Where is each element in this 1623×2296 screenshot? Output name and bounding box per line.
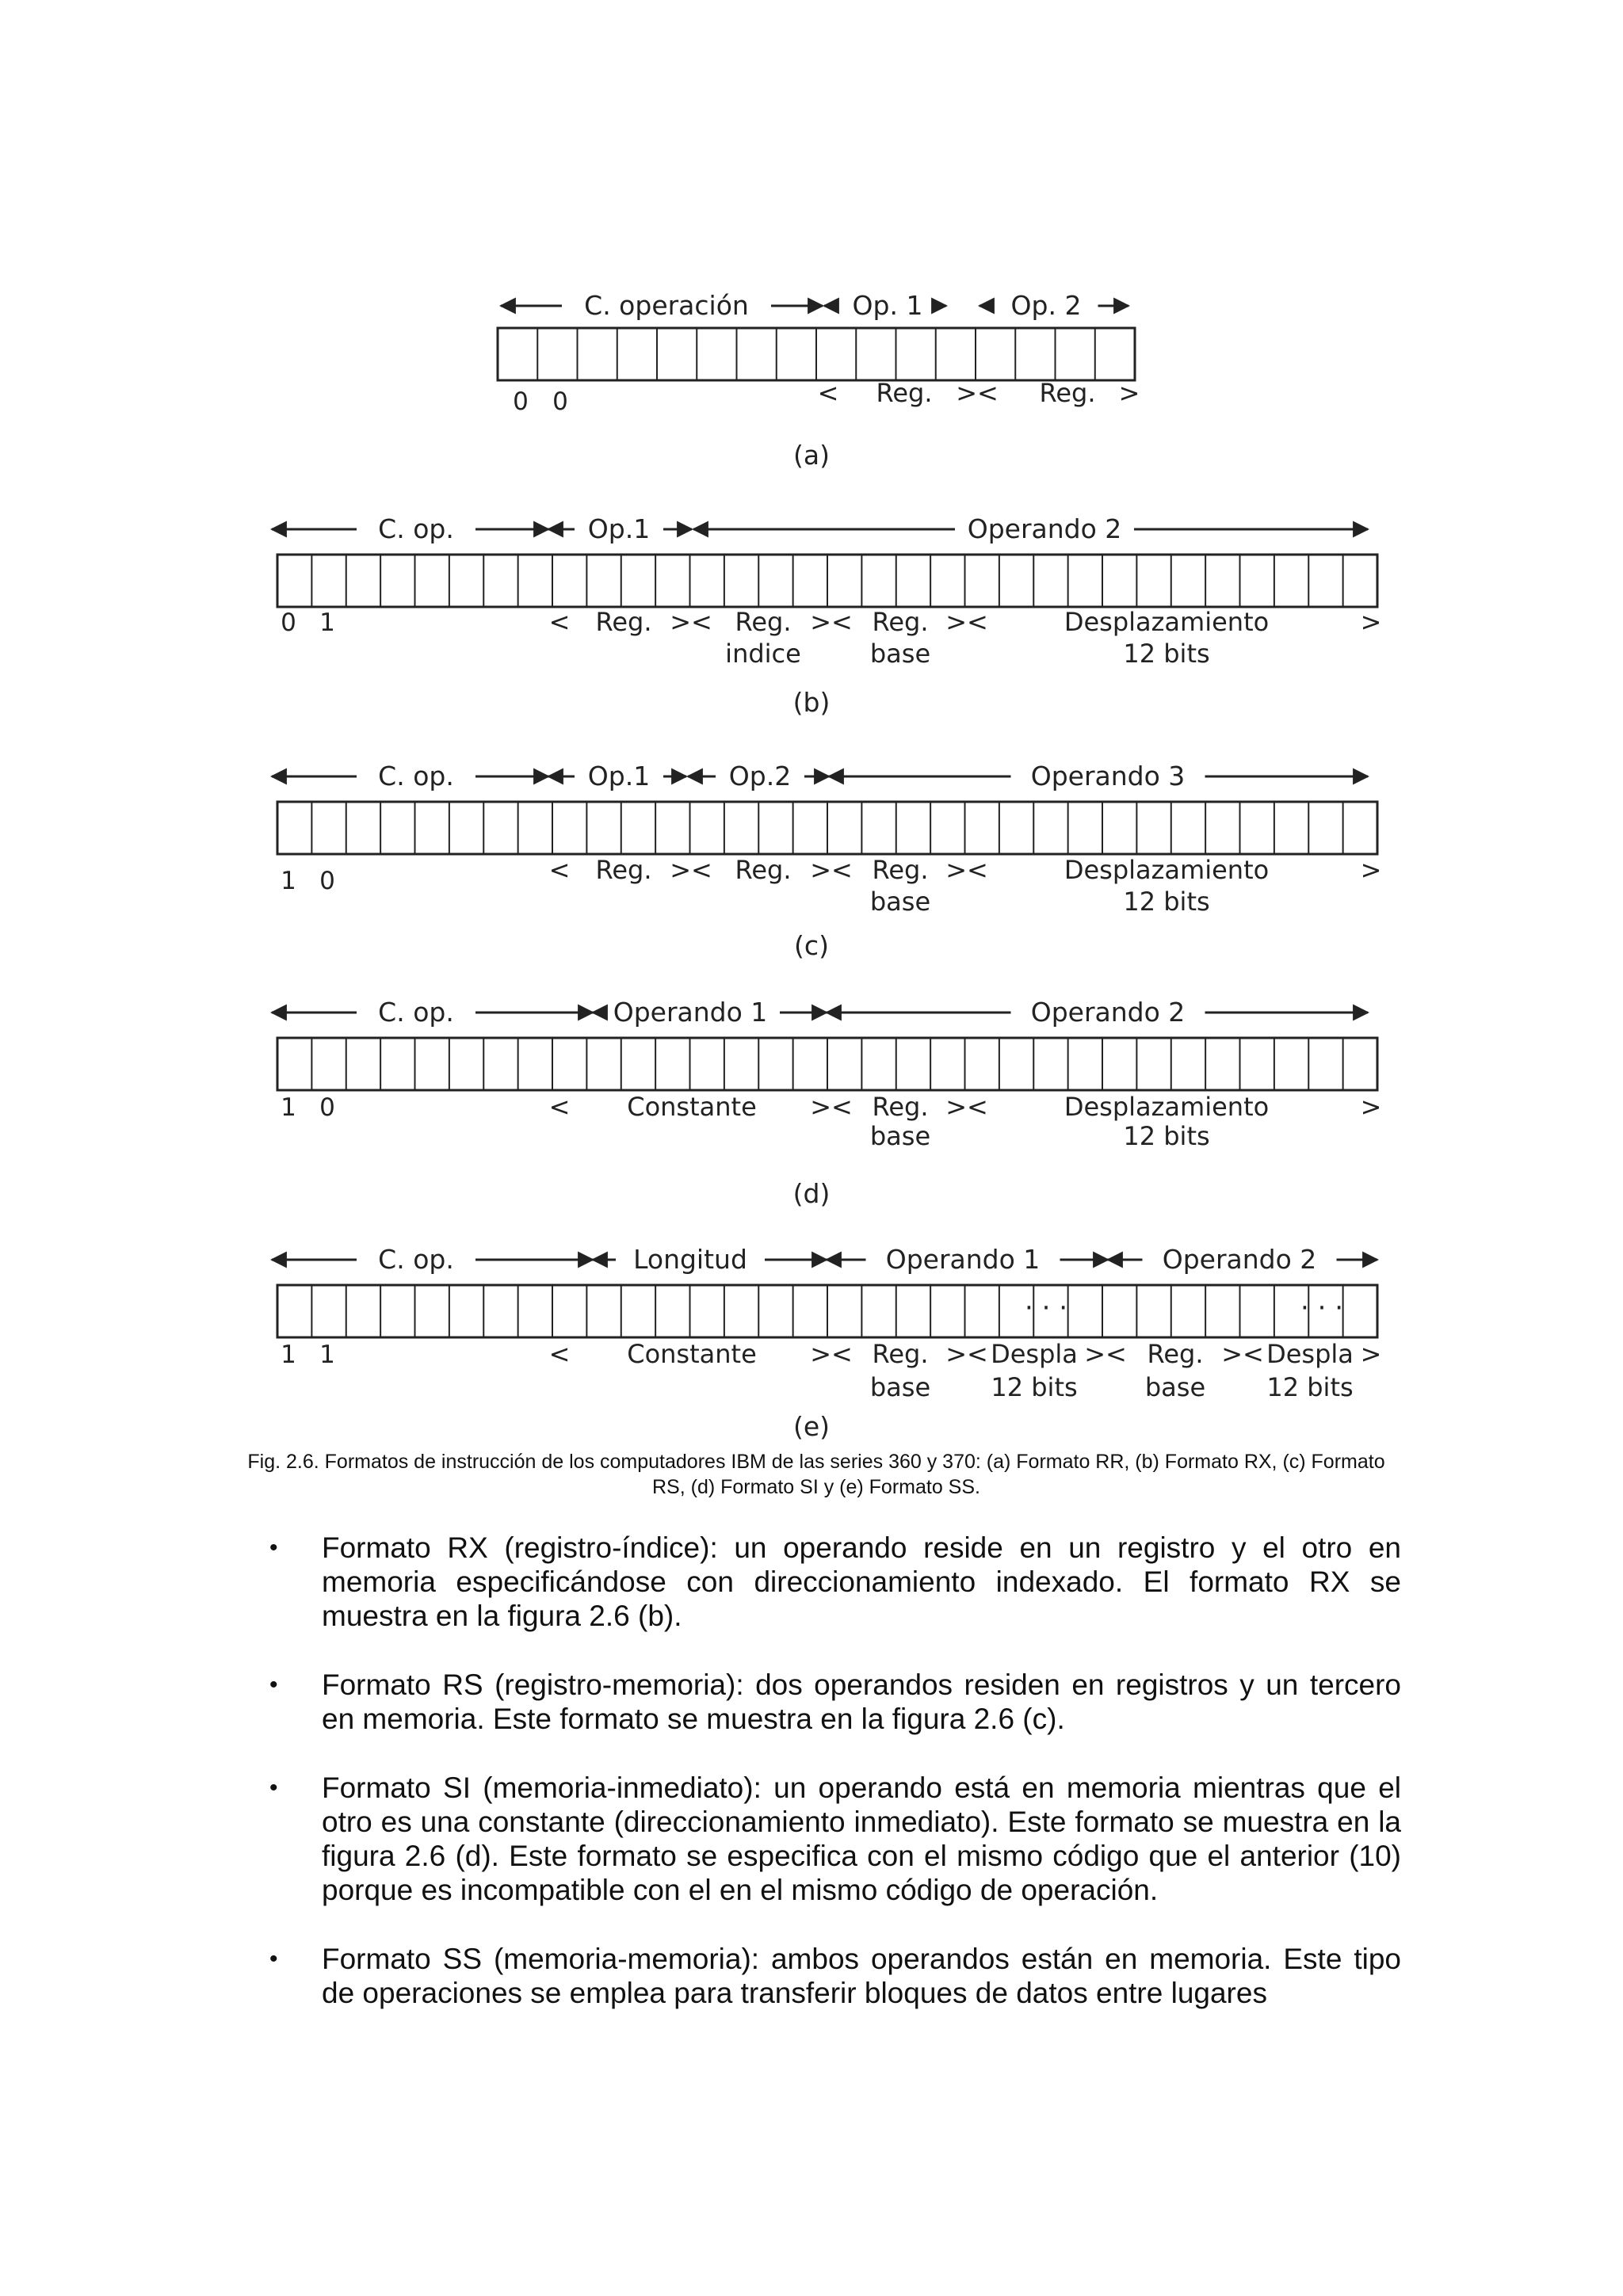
- field-label: <: [548, 607, 571, 637]
- format-panel-d: [272, 997, 1381, 1209]
- format-panel-b: [272, 513, 1381, 718]
- field-span-label: C. op.: [378, 1244, 454, 1275]
- bullet-marker: •: [269, 1946, 278, 1972]
- field-label: Despla: [1266, 1339, 1354, 1369]
- field-label: ><: [945, 607, 988, 637]
- field-label: Reg.: [872, 607, 929, 637]
- field-span-label: Op.1: [587, 513, 651, 544]
- field-label: ><: [945, 1092, 988, 1122]
- format-panel-a: [498, 290, 1140, 471]
- field-span-label: Operando 1: [885, 1244, 1041, 1275]
- bullet-marker: •: [269, 1775, 278, 1801]
- panel-tag: (a): [793, 440, 830, 471]
- ellipsis-mark: · · ·: [1300, 1292, 1344, 1324]
- bit-number: 1: [281, 1341, 296, 1369]
- field-span-label: C. op.: [378, 513, 454, 544]
- field-label: Reg.: [872, 1092, 929, 1122]
- field-span-label: C. op.: [378, 761, 454, 791]
- field-label: ><: [810, 607, 853, 637]
- field-label: Reg.: [1147, 1339, 1204, 1369]
- field-span-label: C. op.: [378, 997, 454, 1028]
- format-panel-c: [272, 761, 1381, 961]
- field-label: base: [869, 1372, 931, 1402]
- field-label: <: [548, 1339, 571, 1369]
- field-label: ><: [945, 1339, 988, 1369]
- bit-number: 1: [281, 1093, 296, 1122]
- bullet-item-si: [269, 1771, 1401, 1907]
- field-span-label: Operando 3: [1030, 761, 1186, 791]
- bit-number: 1: [319, 608, 335, 637]
- field-label: Desplazamiento: [1064, 855, 1270, 885]
- field-label: Reg.: [595, 607, 652, 637]
- field-label: ><: [1084, 1339, 1127, 1369]
- field-label: base: [869, 639, 931, 669]
- field-span-label: Operando 1: [613, 997, 768, 1028]
- bit-number: 0: [319, 1093, 335, 1122]
- bullet-item-rx: [269, 1531, 1401, 1633]
- format-panel-e: [272, 1244, 1381, 1442]
- field-label: 12 bits: [991, 1372, 1078, 1402]
- field-label: Reg.: [872, 855, 929, 885]
- bit-number: 1: [319, 1341, 335, 1369]
- field-label: >: [1360, 607, 1382, 637]
- bit-number: 1: [281, 867, 296, 895]
- field-span-label: Operando 2: [967, 513, 1122, 544]
- panel-tag: (b): [792, 687, 831, 718]
- field-label: Desplazamiento: [1064, 1092, 1270, 1122]
- panel-tag: (c): [794, 930, 829, 961]
- bullet-text: Formato SI (memoria-inmediato): un operando está en memoria mientras que el otro es una constante (direccionamiento inmediato). Este formato se muestra en la figura 2.6 (d). Este formato se especifica con el mismo código que el anterior (10) porque es incompatible con el en el mismo código de operación.: [322, 1772, 1401, 1906]
- field-label: ><: [810, 1092, 853, 1122]
- field-label: ><: [945, 855, 988, 885]
- field-span-label: Operando 2: [1030, 997, 1186, 1028]
- field-label: Constante: [627, 1092, 757, 1122]
- field-label: Despla: [991, 1339, 1078, 1369]
- field-label: indice: [725, 639, 801, 669]
- field-label: ><: [670, 607, 712, 637]
- field-span-label: C. operación: [584, 290, 749, 321]
- field-label: 12 bits: [1266, 1372, 1354, 1402]
- field-label: 12 bits: [1123, 639, 1210, 669]
- field-label: Reg.: [872, 1339, 929, 1369]
- ellipsis-mark: · · ·: [1024, 1292, 1068, 1324]
- field-label: Desplazamiento: [1064, 607, 1270, 637]
- bit-number: 0: [319, 867, 335, 895]
- field-span-label: Op. 1: [852, 290, 923, 321]
- bullet-item-rs: [269, 1668, 1401, 1736]
- field-label: ><: [1221, 1339, 1264, 1369]
- bullet-marker: •: [269, 1535, 278, 1561]
- field-label: base: [869, 887, 931, 917]
- field-label: Reg.: [1039, 378, 1096, 408]
- field-label: 12 bits: [1123, 887, 1210, 917]
- field-label: ><: [810, 1339, 853, 1369]
- bit-number: 0: [513, 387, 529, 416]
- bullet-item-ss: [269, 1942, 1401, 2010]
- field-label: ><: [670, 855, 712, 885]
- field-span-label: Operando 2: [1162, 1244, 1317, 1275]
- panel-tag: (d): [792, 1178, 831, 1209]
- field-span-label: Op. 2: [1010, 290, 1082, 321]
- figure-caption: Fig. 2.6. Formatos de instrucción de los computadores IBM de las series 360 y 370: (a) Formato RR, (b) Formato RX, (c) Formato RS, (d) Formato SI y (e) Formato SS.: [247, 1451, 1385, 1498]
- field-label: Reg.: [735, 607, 792, 637]
- bullet-marker: •: [269, 1672, 278, 1698]
- field-label: Constante: [627, 1339, 757, 1369]
- field-span-label: Op.1: [587, 761, 651, 791]
- bit-number: 0: [281, 608, 296, 637]
- bullet-text: Formato RX (registro-índice): un operando reside en un registro y el otro en memoria especificándose con direccionamiento indexado. El formato RX se muestra en la figura 2.6 (b).: [322, 1531, 1401, 1632]
- bullet-text: Formato RS (registro-memoria): dos operandos residen en registros y un tercero en memoria. Este formato se muestra en la figura 2.6 (c).: [322, 1669, 1401, 1735]
- field-label: >: [1360, 855, 1382, 885]
- field-label: >: [1360, 1339, 1382, 1369]
- field-label: <: [548, 855, 571, 885]
- bit-number: 0: [552, 387, 568, 416]
- field-label: ><: [956, 378, 999, 408]
- field-label: Reg.: [735, 855, 792, 885]
- format-descriptions: [269, 1531, 1401, 2045]
- bullet-text: Formato SS (memoria-memoria): ambos operandos están en memoria. Este tipo de operaciones se emplea para transferir bloques de datos entre lugares: [322, 1943, 1401, 2009]
- field-label: <: [817, 378, 839, 408]
- field-span-label: Longitud: [633, 1244, 747, 1275]
- field-label: Reg.: [876, 378, 933, 408]
- field-span-label: Op.2: [728, 761, 792, 791]
- panel-tag: (e): [792, 1411, 831, 1442]
- field-label: >: [1118, 378, 1140, 408]
- field-label: Reg.: [595, 855, 652, 885]
- field-label: base: [869, 1121, 931, 1151]
- field-label: >: [1360, 1092, 1382, 1122]
- field-label: <: [548, 1092, 571, 1122]
- field-label: 12 bits: [1123, 1121, 1210, 1151]
- field-label: base: [1144, 1372, 1206, 1402]
- field-label: ><: [810, 855, 853, 885]
